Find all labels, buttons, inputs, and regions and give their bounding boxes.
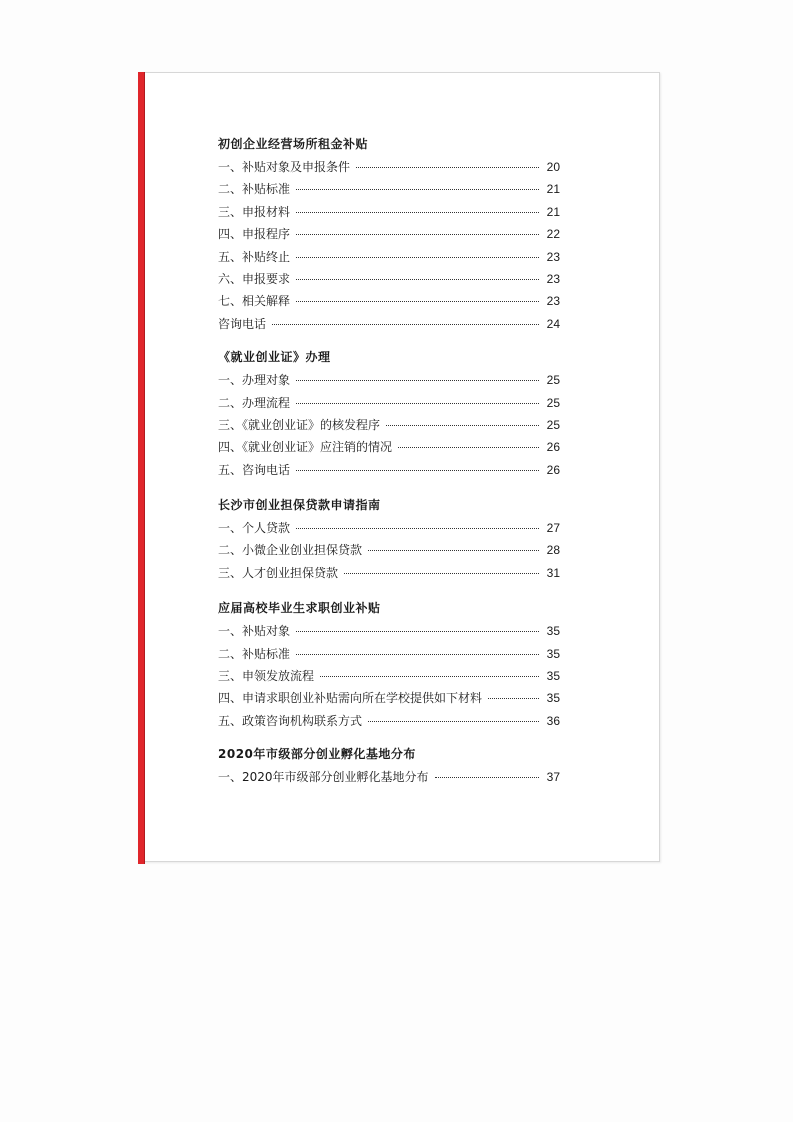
section-spacer: [218, 732, 560, 743]
toc-entry[interactable]: [218, 246, 560, 268]
toc-entry[interactable]: [218, 643, 560, 665]
section-spacer: [218, 584, 560, 597]
entry-page-number: 31: [546, 565, 560, 580]
entry-page-number: 26: [546, 462, 560, 477]
toc-entry[interactable]: [218, 414, 560, 436]
entry-label: 二、补贴标准: [218, 646, 291, 661]
toc-entry[interactable]: [218, 268, 560, 290]
dot-leader: [296, 528, 539, 529]
entry-page-number: 37: [546, 770, 560, 785]
section-heading: 初创企业经营场所租金补贴: [218, 137, 369, 151]
section-heading: 2020年市级部分创业孵化基地分布: [218, 747, 416, 762]
dot-leader: [344, 573, 539, 574]
entry-label: 三、申领发放流程: [218, 669, 315, 684]
entry-page-number: 35: [546, 669, 560, 684]
toc-entry[interactable]: [218, 290, 560, 312]
entry-label: 五、咨询电话: [218, 462, 291, 477]
toc-entry[interactable]: [218, 562, 560, 584]
entry-label: 七、相关解释: [218, 294, 291, 309]
entry-label: 二、办理流程: [218, 395, 291, 410]
dot-leader: [296, 470, 539, 471]
toc-entry[interactable]: [218, 392, 560, 414]
dot-leader: [296, 654, 539, 655]
binding-spine: [138, 72, 145, 864]
entry-page-number: 23: [546, 249, 560, 264]
toc-entry[interactable]: [218, 665, 560, 687]
toc-entry[interactable]: [218, 201, 560, 223]
entry-label: 一、2020年市级部分创业孵化基地分布: [218, 770, 429, 785]
toc-section-employment-card: [218, 346, 560, 481]
dot-leader: [296, 212, 539, 213]
entry-page-number: 35: [546, 624, 560, 639]
section-spacer: [218, 481, 560, 494]
section-heading: 应届高校毕业生求职创业补贴: [218, 601, 381, 616]
dot-leader: [296, 257, 539, 258]
toc-entry[interactable]: [218, 178, 560, 200]
toc-entry[interactable]: [218, 620, 560, 642]
entry-label: 二、小微企业创业担保贷款: [218, 543, 363, 558]
entry-page-number: 35: [546, 646, 560, 661]
entry-label: 一、个人贷款: [218, 521, 291, 536]
dot-leader: [398, 447, 539, 448]
toc-entry[interactable]: [218, 766, 560, 788]
toc-entry[interactable]: [218, 156, 560, 178]
dot-leader: [296, 631, 539, 632]
dot-leader: [488, 698, 539, 699]
section-heading: 长沙市创业担保贷款申请指南: [218, 498, 381, 513]
dot-leader: [296, 403, 539, 404]
entry-label: 一、补贴对象: [218, 624, 291, 639]
entry-label: 五、补贴终止: [218, 249, 291, 264]
toc-entry[interactable]: [218, 313, 560, 335]
entry-label: 三、申报材料: [218, 204, 291, 219]
entry-label: 四、申请求职创业补贴需向所在学校提供如下材料: [218, 691, 483, 706]
entry-label: 咨询电话: [218, 316, 267, 331]
entry-page-number: 27: [546, 521, 560, 536]
entry-label: 一、办理对象: [218, 373, 291, 388]
entry-label: 六、申报要求: [218, 271, 291, 286]
toc-section-guaranteed-loans: [218, 494, 560, 584]
entry-label: 四、《就业创业证》应注销的情况: [218, 440, 393, 455]
entry-label: 三、人才创业担保贷款: [218, 565, 339, 580]
toc-entry[interactable]: [218, 223, 560, 245]
entry-page-number: 25: [546, 417, 560, 432]
dot-leader: [435, 777, 539, 778]
toc-section-incubation-bases: [218, 743, 560, 788]
entry-label: 一、补贴对象及申报条件: [218, 160, 351, 174]
toc-entry[interactable]: [218, 436, 560, 458]
toc-entry[interactable]: [218, 517, 560, 539]
toc-entry[interactable]: [218, 539, 560, 561]
dot-leader: [320, 676, 539, 677]
entry-label: 五、政策咨询机构联系方式: [218, 713, 363, 728]
entry-page-number: 25: [546, 373, 560, 388]
section-spacer: [218, 335, 560, 346]
toc-section-rent-subsidy: [218, 133, 560, 335]
entry-page-number: 23: [546, 271, 560, 286]
dot-leader: [386, 425, 539, 426]
section-heading: 《就业创业证》办理: [218, 350, 331, 365]
entry-label: 三、《就业创业证》的核发程序: [218, 417, 381, 432]
toc-entry[interactable]: [218, 710, 560, 732]
dot-leader: [272, 324, 539, 325]
entry-page-number: 20: [546, 160, 560, 174]
entry-page-number: 28: [546, 543, 560, 558]
entry-page-number: 36: [546, 713, 560, 728]
entry-page-number: 21: [546, 204, 560, 219]
dot-leader: [296, 301, 539, 302]
toc-entry[interactable]: [218, 369, 560, 391]
entry-page-number: 21: [546, 182, 560, 197]
dot-leader: [368, 550, 539, 551]
dot-leader: [368, 721, 539, 722]
entry-label: 二、补贴标准: [218, 182, 291, 197]
entry-page-number: 35: [546, 691, 560, 706]
entry-page-number: 25: [546, 395, 560, 410]
dot-leader: [296, 189, 539, 190]
entry-page-number: 26: [546, 440, 560, 455]
toc-section-graduate-subsidy: [218, 597, 560, 732]
toc-entry[interactable]: [218, 459, 560, 481]
entry-page-number: 24: [546, 316, 560, 331]
dot-leader: [356, 167, 539, 168]
dot-leader: [296, 279, 539, 280]
table-of-contents: [218, 133, 560, 789]
entry-label: 四、申报程序: [218, 227, 291, 242]
dot-leader: [296, 380, 539, 381]
entry-page-number: 22: [546, 227, 560, 242]
entry-page-number: 23: [546, 294, 560, 309]
dot-leader: [296, 234, 539, 235]
toc-entry[interactable]: [218, 687, 560, 709]
